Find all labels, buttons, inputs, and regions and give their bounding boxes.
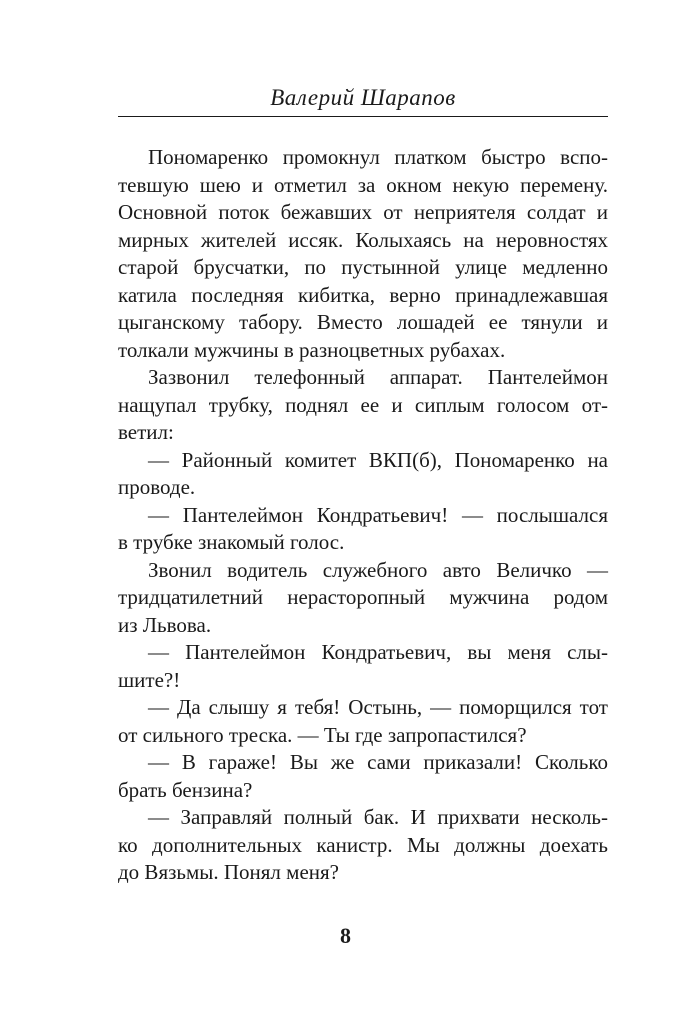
text-line: ветил: — [118, 420, 174, 444]
text-line: ко дополнительных канистр. Мы должны доехать — [118, 832, 608, 857]
text-line: — Пантелеймон Кондратьевич! — послышался — [148, 502, 608, 527]
paragraph — [118, 144, 608, 364]
text-line: брать бензина? — [118, 777, 253, 802]
text-line: Основной поток бежавших от неприятеля солдат и — [118, 200, 608, 224]
text-line: толкали мужчины в разноцветных рубахах. — [118, 337, 506, 362]
text-line: шите?! — [118, 667, 181, 692]
text-line: Зазвонил телефонный аппарат. Пантелеймон — [148, 365, 608, 389]
header-rule — [118, 116, 608, 117]
text-line: Пономаренко промокнул платком быстро вспо- — [148, 145, 608, 169]
paragraph — [118, 749, 608, 804]
text-line: проводе. — [118, 475, 196, 499]
paragraph — [118, 502, 608, 557]
paragraph — [118, 804, 608, 887]
text-line: Звонил водитель служебного авто Величко — — [148, 557, 608, 582]
text-line: нащупал трубку, поднял ее и сиплым голосом от- — [118, 392, 608, 417]
text-line: тридцатилетний нерасторопный мужчина родом — [118, 585, 608, 609]
text-line: в трубке знакомый голос. — [118, 530, 345, 554]
text-line: старой брусчатки, по пустынной улице медленно — [118, 255, 608, 279]
page-number: 8 — [340, 923, 351, 948]
text-line: — Заправляй полный бак. И прихвати несколь- — [148, 805, 608, 829]
paragraph — [118, 694, 608, 749]
text-line: из Львова. — [118, 612, 212, 637]
text-line: цыганскому табору. Вместо лошадей ее тянули и — [118, 310, 608, 334]
text-line: — В гараже! Вы же сами приказали! Сколько — [148, 750, 608, 774]
text-line: мирных жителей иссяк. Колыхаясь на неровностях — [118, 227, 608, 252]
running-head-author: Валерий Шарапов — [270, 85, 456, 110]
paragraph — [118, 447, 608, 502]
text-line: до Вязьмы. Понял меня? — [118, 860, 339, 884]
text-line: катила последняя кибитка, верно принадлежавшая — [118, 282, 608, 307]
paragraph — [118, 639, 608, 694]
text-line: тевшую шею и отметил за окном некую перемену. — [118, 172, 608, 197]
body-text — [118, 144, 608, 887]
paragraph — [118, 364, 608, 447]
paragraph — [118, 557, 608, 640]
text-line: от сильного треска. — Ты где запропастился? — [118, 722, 527, 747]
text-line: — Да слышу я тебя! Остынь, — поморщился тот — [148, 695, 608, 719]
text-line: — Районный комитет ВКП(б), Пономаренко на — [148, 447, 608, 472]
text-line: — Пантелеймон Кондратьевич, вы меня слы- — [148, 640, 608, 664]
